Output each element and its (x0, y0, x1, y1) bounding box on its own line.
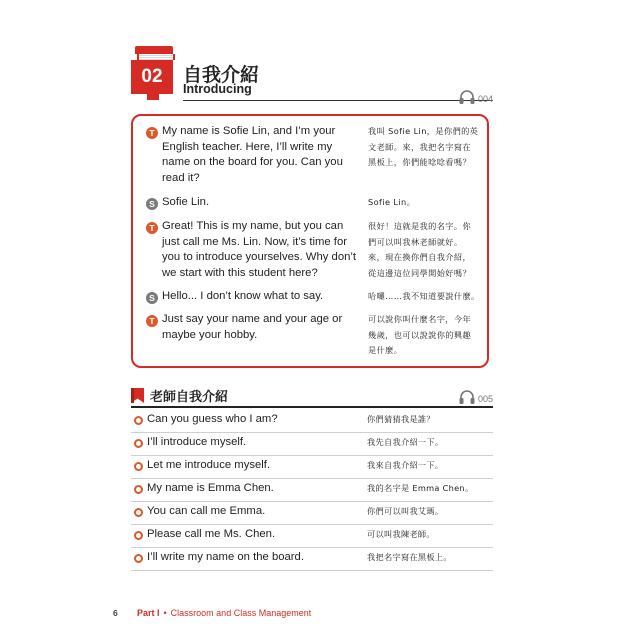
dialogue-chinese: 很好！這就是我的名字。你 們可以叫我林老師就好。 來，現在換你們自我介紹， 從這邊這位同學開始好嗎？ (368, 221, 472, 278)
unit-number: 02 (141, 66, 163, 87)
phrase-row (131, 501, 493, 525)
dialogue-chinese: 可以說你叫什麼名字，今年 幾歲，也可以說說你的興趣 是什麼。 (368, 314, 472, 355)
bullet-icon (134, 462, 143, 471)
phrase-chinese: 我的名字是 Emma Chen。 (367, 483, 474, 493)
dialogue-chinese: Sofie Lin。 (368, 197, 416, 207)
phrase-english: Let me introduce myself. (147, 459, 271, 471)
phrase-english: I’ll introduce myself. (147, 436, 247, 448)
lesson-title-chinese: 自我介紹 (183, 64, 260, 86)
lesson-title-english: Introducing (183, 82, 252, 96)
phrase-english: My name is Emma Chen. (147, 482, 274, 494)
title-divider (183, 100, 493, 101)
dialogue-english: Sofie Lin. (162, 196, 210, 208)
section-divider (131, 406, 493, 408)
headphones-icon (458, 89, 476, 105)
dialogue-english: Just say your name and your age or maybe your hobby. (162, 313, 343, 341)
phrase-chinese: 你們猜猜我是誰？ (367, 414, 435, 424)
phrase-row (131, 547, 493, 571)
phrase-row (131, 432, 493, 456)
part-title: Classroom and Class Management (170, 608, 312, 618)
phrases-audio-track[interactable] (458, 389, 493, 405)
bullet-icon (134, 485, 143, 494)
bookmark-icon (131, 388, 144, 403)
phrase-chinese: 可以叫我陳老師。 (367, 529, 435, 539)
phrases-section-title: 老師自我介紹 (150, 390, 229, 405)
dialogue-english: Hello... I don’t know what to say. (162, 290, 324, 302)
phrase-english: I’ll write my name on the board. (147, 551, 304, 563)
bullet-icon (134, 531, 143, 540)
teacher-speaker-icon: T (146, 315, 158, 327)
dialogue-english: Great! This is my name, but you can just call me Ms. Lin. Now, it’s time for you to introduce yourselves. Why don’t we start with this student here? (162, 220, 357, 279)
headphones-icon (458, 389, 476, 405)
phrase-chinese: 我把名字寫在黑板上。 (367, 552, 452, 562)
student-speaker-icon: S (146, 198, 158, 210)
page-footer (113, 608, 311, 618)
phrase-chinese: 我來自我介紹一下。 (367, 460, 444, 470)
phrases-section-header (131, 386, 228, 405)
bullet-icon (134, 416, 143, 425)
phrase-row (131, 524, 493, 548)
phrase-english: Please call me Ms. Chen. (147, 528, 276, 540)
dialogue-chinese: 我叫 Sofie Lin，是你們的英 文老師。來，我把名字寫在 黑板上，你們能唸唸看嗎？ (368, 126, 479, 167)
bullet-icon (134, 508, 143, 517)
unit-number-badge (131, 46, 173, 108)
dialogue-chinese: 哈囉……我不知道要說什麼。 (368, 291, 480, 301)
audio-track-number: 004 (478, 94, 494, 104)
phrase-row (131, 455, 493, 479)
dialogue-english: My name is Sofie Lin, and I’m your English teacher. Here, I’ll write my name on the board for you. Can you read it? (162, 125, 343, 184)
teacher-speaker-icon: T (146, 222, 158, 234)
audio-track-number: 005 (478, 394, 494, 404)
bullet-icon (134, 554, 143, 563)
phrase-chinese: 我先自我介紹一下。 (367, 437, 444, 447)
phrase-row (131, 409, 493, 433)
footer-separator: • (163, 608, 167, 618)
page-number: 6 (113, 608, 118, 618)
phrase-english: You can call me Emma. (147, 505, 266, 517)
bullet-icon (134, 439, 143, 448)
phrase-row (131, 478, 493, 502)
part-label: Part I (137, 608, 160, 618)
teacher-speaker-icon: T (146, 127, 158, 139)
student-speaker-icon: S (146, 292, 158, 304)
phrase-english: Can you guess who I am? (147, 413, 278, 425)
dialogue-audio-track[interactable] (458, 89, 493, 105)
dialogue-box (131, 114, 489, 368)
phrase-chinese: 你們可以叫我艾瑪。 (367, 506, 444, 516)
